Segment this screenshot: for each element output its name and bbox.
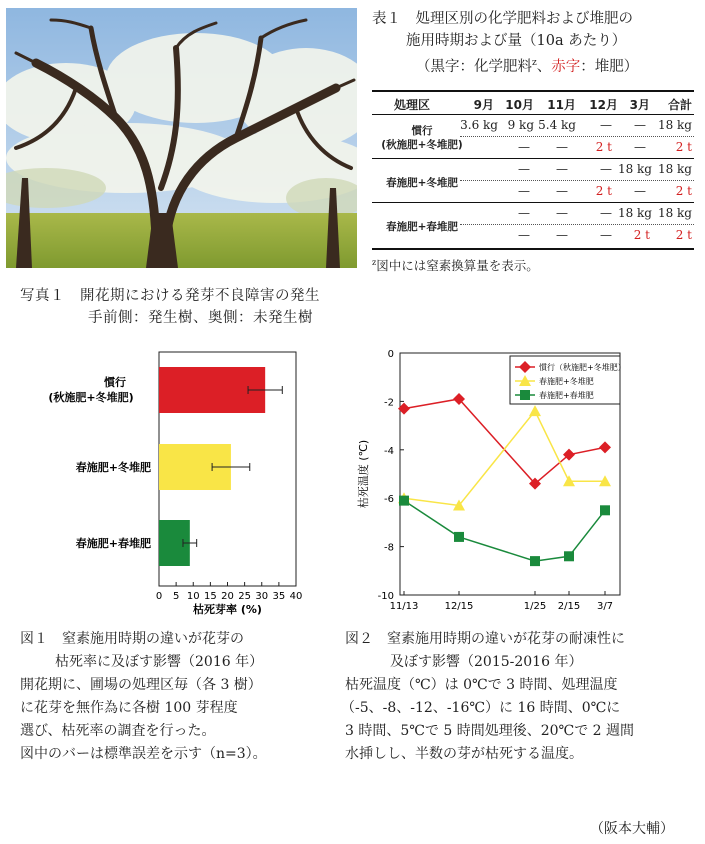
row2-manure-nov: — xyxy=(556,184,568,198)
table-top-rule xyxy=(372,90,694,92)
table1-legend-black: （黒字：化学肥料 xyxy=(416,58,532,75)
fig1-x-tick-label: 15 xyxy=(204,591,217,602)
row1-manure-nov: — xyxy=(556,140,568,154)
row2-fert-nov: — xyxy=(556,162,568,176)
row1-fert-total: 18 kg xyxy=(657,118,692,132)
fig2-series-line xyxy=(404,411,605,505)
table1-footnote xyxy=(372,256,539,274)
fig2-point-square xyxy=(564,551,574,561)
row2-fert-mar: 18 kg xyxy=(617,162,652,176)
fig2-legend xyxy=(510,356,626,404)
table-header-plot: 処理区 xyxy=(393,98,430,112)
fig2-point-square xyxy=(454,532,464,542)
row1-fert-sep: 3.6 kg xyxy=(460,118,498,132)
fig2-point-square xyxy=(600,505,610,515)
fig1-body-line2: に花芽を無作為に各樹 100 芽程度 xyxy=(20,700,238,716)
row2-divider xyxy=(460,180,694,181)
table1-footnote-text: 図中には窒素換算量を表示。 xyxy=(376,258,539,273)
row3-manure-mar: 2 t xyxy=(633,228,650,242)
row2-fert-dec: — xyxy=(600,162,612,176)
row3-fert-oct: — xyxy=(518,206,530,220)
fig2-y-tick-label: 0 xyxy=(387,349,394,360)
table1-title-line2: 施用時期および量（10a あたり） xyxy=(406,33,627,49)
table1-legend-red: 赤字 xyxy=(551,58,581,75)
fig1-x-tick-label: 0 xyxy=(155,591,163,602)
fig1-x-tick-label: 30 xyxy=(255,591,269,602)
fig1-x-tick-label: 25 xyxy=(238,591,251,602)
fig1-x-tick-label: 35 xyxy=(272,591,286,602)
fig1-x-tick-label: 5 xyxy=(172,591,180,602)
author-credit: （阪本大輔） xyxy=(590,821,674,837)
fig1-category-label: 慣行 xyxy=(104,376,126,389)
row1-fert-mar: — xyxy=(634,118,646,132)
fig1-category-label: 春施肥+春堆肥 xyxy=(75,537,151,550)
row1-bottom-rule xyxy=(372,158,694,159)
fig2-point-square xyxy=(530,556,540,566)
row1-manure-oct: — xyxy=(518,140,530,154)
table1-legend-sep: 、 xyxy=(536,58,552,75)
fig2-x-tick-label: 11/13 xyxy=(389,601,419,612)
fig1-category-label: (秋施肥+冬堆肥) xyxy=(48,391,134,404)
fig2-legend-label: 春施肥+春堆肥 xyxy=(539,391,594,400)
table1-legend xyxy=(372,52,638,78)
fig1-x-tick-label: 20 xyxy=(221,591,234,602)
table-header-dec: 12月 xyxy=(589,98,618,112)
fig2-series-line xyxy=(404,501,605,562)
row1-fert-oct: 9 kg xyxy=(507,118,534,132)
photo-caption-line2: 手前側：発生樹、奥側：未発生樹 xyxy=(88,310,313,326)
row1-manure-mar: — xyxy=(634,140,646,154)
row1-fert-dec: — xyxy=(600,118,612,132)
table1-legend-sup: z xyxy=(532,58,537,68)
fig2-x-tick-label: 12/15 xyxy=(444,601,474,612)
fig1-body-line3: 選び、枯死率の調査を行った。 xyxy=(20,723,216,739)
row3-manure-dec: — xyxy=(600,228,612,242)
table-header-total: 合計 xyxy=(667,98,692,112)
row1-divider xyxy=(460,136,694,137)
figure1 xyxy=(20,340,340,615)
table1-title-line1: 表１ 処理区別の化学肥料および堆肥の xyxy=(372,11,633,27)
fig1-x-axis-label: 枯死芽率 (%) xyxy=(193,603,262,615)
row2-manure-total: 2 t xyxy=(675,184,692,198)
table-header-sep: 9月 xyxy=(473,98,494,112)
row3-fert-total: 18 kg xyxy=(657,206,692,220)
table-header-mar: 3月 xyxy=(629,98,650,112)
fig2-x-tick-label: 2/15 xyxy=(557,601,581,612)
row3-fert-nov: — xyxy=(556,206,568,220)
fig2-y-tick-label: -2 xyxy=(384,397,394,409)
fig2-legend-label: 春施肥+冬堆肥 xyxy=(539,377,594,386)
table1-title xyxy=(372,8,638,78)
fig2-y-tick-label: -4 xyxy=(384,445,394,457)
fig2-x-tick-label: 3/7 xyxy=(596,601,614,612)
row3-label: 春施肥+春堆肥 xyxy=(386,221,458,233)
row2-fert-oct: — xyxy=(518,162,530,176)
fig2-point-square xyxy=(399,496,409,506)
table1-legend-end: ：堆肥） xyxy=(580,58,639,75)
table1-footnote-sup: z xyxy=(372,257,377,267)
figure2 xyxy=(345,340,690,615)
orchard-photo xyxy=(6,8,357,268)
fig2-y-tick-label: -6 xyxy=(384,494,394,506)
fig2-y-axis-label: 枯死温度 (℃) xyxy=(357,439,370,509)
row2-manure-dec: 2 t xyxy=(595,184,612,198)
fig2-caption-line2: 及ぼす影響（2015-2016 年） xyxy=(390,654,583,670)
fig2-body-line3: 3 時間、5℃で 5 時間処理後、20℃で 2 週間 xyxy=(345,723,635,739)
photo-caption-line1: 写真１ 開花期における発芽不良障害の発生 xyxy=(20,288,320,304)
fig2-y-tick-label: -8 xyxy=(384,542,394,554)
table-header-oct: 10月 xyxy=(505,98,534,112)
fig2-caption-line1: 図２ 窒素施用時期の違いが花芽の耐凍性に xyxy=(345,631,625,647)
row2-label: 春施肥+冬堆肥 xyxy=(386,177,458,189)
fig2-series-line xyxy=(404,399,605,484)
fig2-point-diamond xyxy=(599,441,611,453)
table-header-rule xyxy=(372,114,694,115)
fig2-line-chart xyxy=(345,340,690,615)
fig1-body-line1: 開花期に、圃場の処理区毎（各 3 樹） xyxy=(20,677,262,693)
table-bottom-rule xyxy=(372,248,694,250)
fig1-body-line4: 図中のバーは標準誤差を示す（n=3）。 xyxy=(20,746,267,762)
fig1-x-tick-label: 10 xyxy=(186,591,200,602)
fig2-x-tick-label: 1/25 xyxy=(523,601,547,612)
pear-tree-photo-image xyxy=(6,8,357,268)
row2-fert-total: 18 kg xyxy=(657,162,692,176)
fig2-point-triangle xyxy=(529,405,541,416)
fig2-body-line4: 水挿しし、半数の芽が枯死する温度。 xyxy=(345,746,583,762)
row3-manure-oct: — xyxy=(518,228,530,242)
row1-manure-total: 2 t xyxy=(675,140,692,154)
fig2-legend-label: 慣行（秋施肥+冬堆肥） xyxy=(539,363,626,372)
row1-label xyxy=(372,124,472,152)
fig1-x-tick-label: 40 xyxy=(289,591,303,602)
row3-fert-dec: — xyxy=(600,206,612,220)
row2-manure-oct: — xyxy=(518,184,530,198)
row1-manure-dec: 2 t xyxy=(595,140,612,154)
row3-manure-total: 2 t xyxy=(675,228,692,242)
fig2-body-line2: （-5、-8、-12、-16℃）に 16 時間、0℃に xyxy=(341,700,621,716)
row1-fert-nov: 5.4 kg xyxy=(538,118,576,132)
fig1-caption-line2: 枯死率に及ぼす影響（2016 年） xyxy=(55,654,264,670)
row2-manure-mar: — xyxy=(634,184,646,198)
table-header-nov: 11月 xyxy=(547,98,576,112)
row3-fert-mar: 18 kg xyxy=(617,206,652,220)
row3-divider xyxy=(460,224,694,225)
fig1-category-label: 春施肥+冬堆肥 xyxy=(75,461,151,474)
fig1-bar-chart xyxy=(20,340,340,615)
row3-manure-nov: — xyxy=(556,228,568,242)
row1-label-line2: (秋施肥+冬堆肥) xyxy=(381,139,463,151)
row1-label-line1: 慣行 xyxy=(411,125,433,137)
fig2-point-square xyxy=(520,390,530,400)
fig2-body-line1: 枯死温度（℃）は 0℃で 3 時間、処理温度 xyxy=(345,677,618,693)
fig1-caption-line1: 図１ 窒素施用時期の違いが花芽の xyxy=(20,631,244,647)
row2-bottom-rule xyxy=(372,202,694,203)
fig2-y-tick-label: -10 xyxy=(377,591,394,602)
